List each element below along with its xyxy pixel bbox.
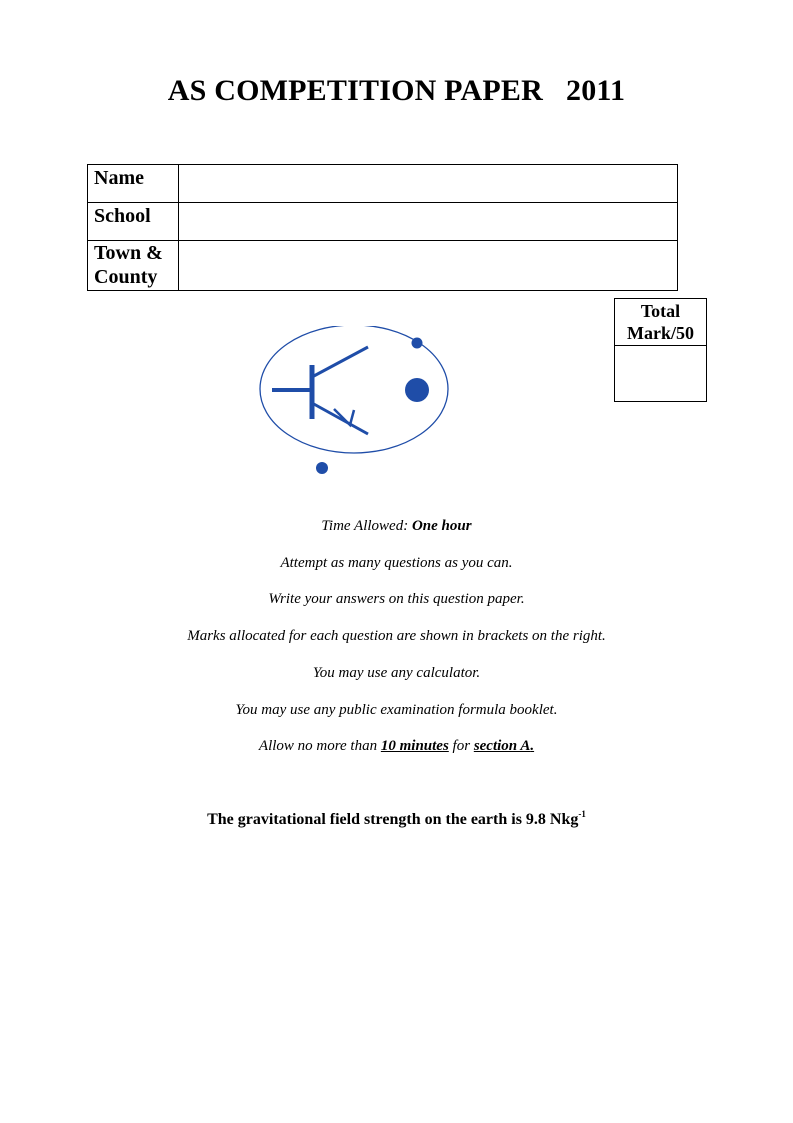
- instruction-line: You may use any calculator.: [312, 665, 481, 681]
- section-a-label: section A: [473, 738, 531, 754]
- town-county-label: Town & County: [88, 241, 179, 291]
- table-row: [88, 241, 678, 291]
- gravity-note-text: The gravitational field strength on the earth is 9.8 Nkg: [207, 811, 579, 828]
- allow-time: 10 minutes: [380, 738, 449, 754]
- gravity-note-exponent: -1: [578, 809, 586, 819]
- table-row: [88, 165, 678, 203]
- town-county-field[interactable]: [179, 241, 678, 291]
- total-mark-label: [615, 299, 707, 346]
- total-mark-label-line2: Mark/50: [627, 323, 694, 343]
- time-allowed-label: Time Allowed:: [321, 518, 409, 534]
- total-mark-box: [614, 298, 707, 402]
- name-field[interactable]: [179, 165, 678, 203]
- instruction-line: You may use any public examination formula booklet.: [235, 702, 558, 718]
- instruction-line: Write your answers on this question paper.: [268, 591, 525, 607]
- section-a-time-note: [0, 737, 793, 755]
- allow-prefix: Allow no more than: [258, 738, 378, 754]
- time-allowed: [0, 517, 793, 535]
- school-label: School: [88, 203, 179, 241]
- allow-mid: for: [452, 738, 471, 754]
- total-mark-label-line1: Total: [640, 301, 681, 321]
- instruction-line: Attempt as many questions as you can.: [280, 555, 513, 571]
- instruction-line: Marks allocated for each question are shown in brackets on the right.: [187, 628, 606, 644]
- total-mark-field[interactable]: [615, 346, 707, 402]
- gravity-note: [0, 810, 793, 830]
- table-row: [88, 203, 678, 241]
- school-field[interactable]: [179, 203, 678, 241]
- name-label: Name: [88, 165, 179, 203]
- time-allowed-value: One hour: [411, 518, 472, 534]
- candidate-details-table: [87, 164, 678, 291]
- page-title: AS COMPETITION PAPER 2011: [167, 74, 626, 107]
- allow-suffix: .: [530, 738, 535, 754]
- transistor-logo-icon: [250, 326, 460, 481]
